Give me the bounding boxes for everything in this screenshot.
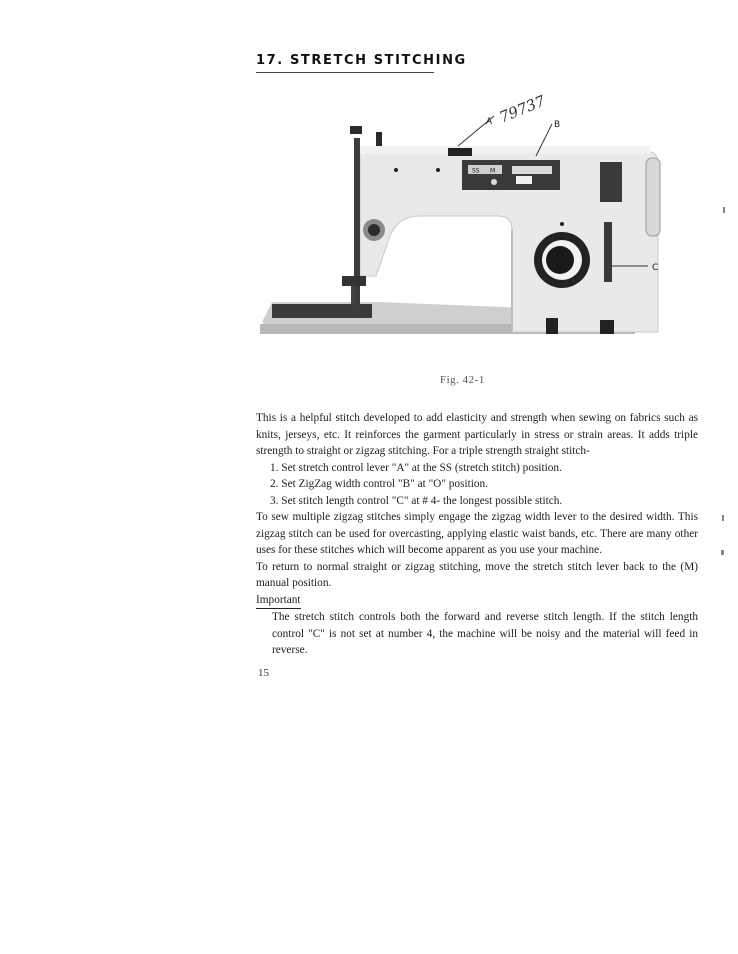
step-item: 1. Set stretch control lever "A" at the SS (stretch stitch) position. [270,461,562,474]
return-paragraph: To return to normal straight or zigzag stitching, move the stretch stitch lever back to the (M) manual position. [256,560,698,589]
scan-speck [721,550,724,555]
callout-c-label: C [652,263,659,273]
needle [351,286,355,304]
step-item: 3. Set stitch length control "C" at # 4- the longest possible stitch. [270,494,563,507]
callout-a-label: A [486,117,493,127]
upper-arm-top [360,146,650,154]
important-heading: Important [256,592,301,610]
thread-guide [376,132,382,146]
spool-pin [350,126,362,134]
page-number: 15 [258,667,269,679]
stretch-lever-a [448,148,472,156]
panel-label-ss: SS [472,167,480,175]
callout-b-label: B [554,120,561,130]
machine-foot [546,318,558,334]
multiple-zigzag-paragraph: To sew multiple zigzag stitches simply engage the zigzag width lever to the desired width. This zigzag stitch can be used for overcasting, applying elastic waist bands, etc. There are many other uses for these stitches which will become apparent as you use your machine. [256,511,698,556]
zigzag-width-control-b [516,176,532,184]
machine-foot [600,320,614,334]
stitch-length-control-c [604,222,612,282]
scan-speck [723,207,725,213]
intro-paragraph: This is a helpful stitch developed to add elasticity and strength when sewing on fabrics such as knits, jerseys, etc. It reinforces the garment particularly in stress or strain areas. It adds triple strength to straight or zigzag stitching. For a triple strength straight stitch- [256,412,698,457]
bobbin-winder [600,162,622,202]
handwritten-note: 79737 [496,91,548,127]
control-panel [462,160,560,190]
zigzag-width-scale [512,166,552,174]
pattern-dial-center [546,246,574,274]
figure-caption: Fig. 42-1 [440,374,485,386]
section-heading: 17. STRETCH STITCHING [256,53,467,68]
dial-marker [560,222,564,226]
heading-underline [256,72,434,73]
handwheel [646,158,660,236]
scan-speck [722,515,724,521]
step-item: 2. Set ZigZag width control "B" at "O" position. [270,478,489,490]
presser-foot [342,276,366,286]
panel-label-m: M [490,167,496,175]
arm-dot [436,168,440,172]
panel-indicator [491,179,497,185]
sewing-machine-figure [250,80,670,355]
arm-dot [394,168,398,172]
instructions-body [256,410,698,659]
thread-tension-dial [368,224,380,236]
important-paragraph: The stretch stitch controls both the forward and reverse stitch length. If the stitch length control "C" is not set at number 4, the machine will be noisy and the material will feed in reverse. [272,611,698,656]
